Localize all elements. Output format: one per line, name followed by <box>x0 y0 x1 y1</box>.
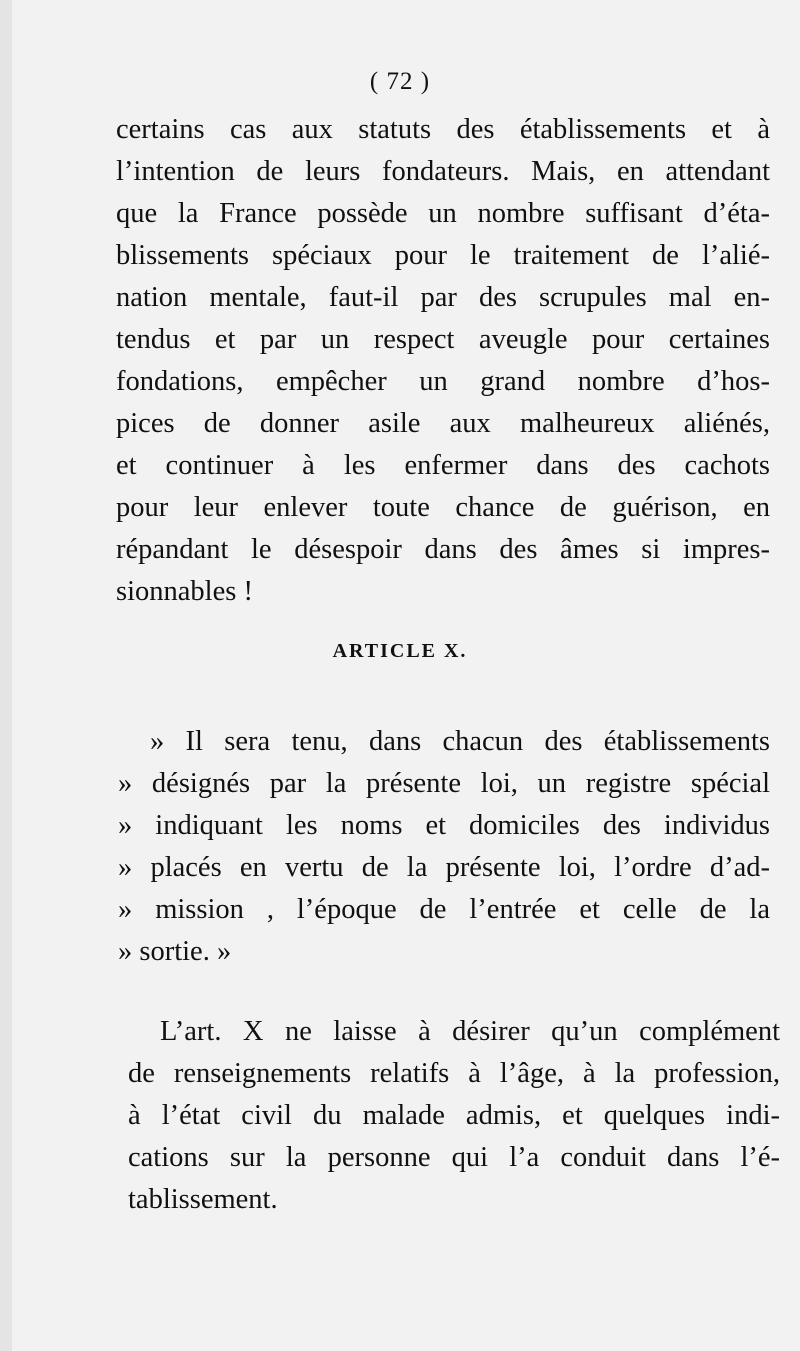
text-line: » mission , l’époque de l’entrée et celle de la <box>118 894 770 925</box>
text-line: pour leur enlever toute chance de guérison, en <box>116 492 770 523</box>
text-line: » placés en vertu de la présente loi, l’ordre d’ad- <box>118 852 770 883</box>
text-line: L’art. X ne laisse à désirer qu’un complément <box>160 1016 780 1047</box>
text-line: » sortie. » <box>118 936 232 967</box>
text-line: cations sur la personne qui l’a conduit dans l’é- <box>128 1142 780 1173</box>
text-line: fondations, empêcher un grand nombre d’hos- <box>116 366 770 397</box>
text-line: nation mentale, faut-il par des scrupules mal en- <box>116 282 770 313</box>
article-heading: ARTICLE X. <box>332 640 468 662</box>
text-line: tablissement. <box>128 1184 278 1215</box>
text-line: sionnables ! <box>116 576 253 607</box>
text-line: que la France possède un nombre suffisant d’éta- <box>116 198 770 229</box>
text-line: et continuer à les enfermer dans des cachots <box>116 450 770 481</box>
text-line: de renseignements relatifs à l’âge, à la profession, <box>128 1058 780 1089</box>
text-line: à l’état civil du malade admis, et quelques indi- <box>128 1100 780 1131</box>
text-line: tendus et par un respect aveugle pour certaines <box>116 324 770 355</box>
text-line: répandant le désespoir dans des âmes si impres- <box>116 534 770 565</box>
text-line: l’intention de leurs fondateurs. Mais, en attendant <box>116 156 770 187</box>
text-line: blissements spéciaux pour le traitement de l’alié- <box>116 240 770 271</box>
text-line: » désignés par la présente loi, un registre spécial <box>118 768 770 799</box>
text-line: » Il sera tenu, dans chacun des établissements <box>150 726 770 757</box>
text-line: certains cas aux statuts des établissements et à <box>116 114 770 145</box>
text-line: » indiquant les noms et domiciles des individus <box>118 810 770 841</box>
text-line: pices de donner asile aux malheureux aliénés, <box>116 408 770 439</box>
page-number: ( 72 ) <box>369 68 431 95</box>
